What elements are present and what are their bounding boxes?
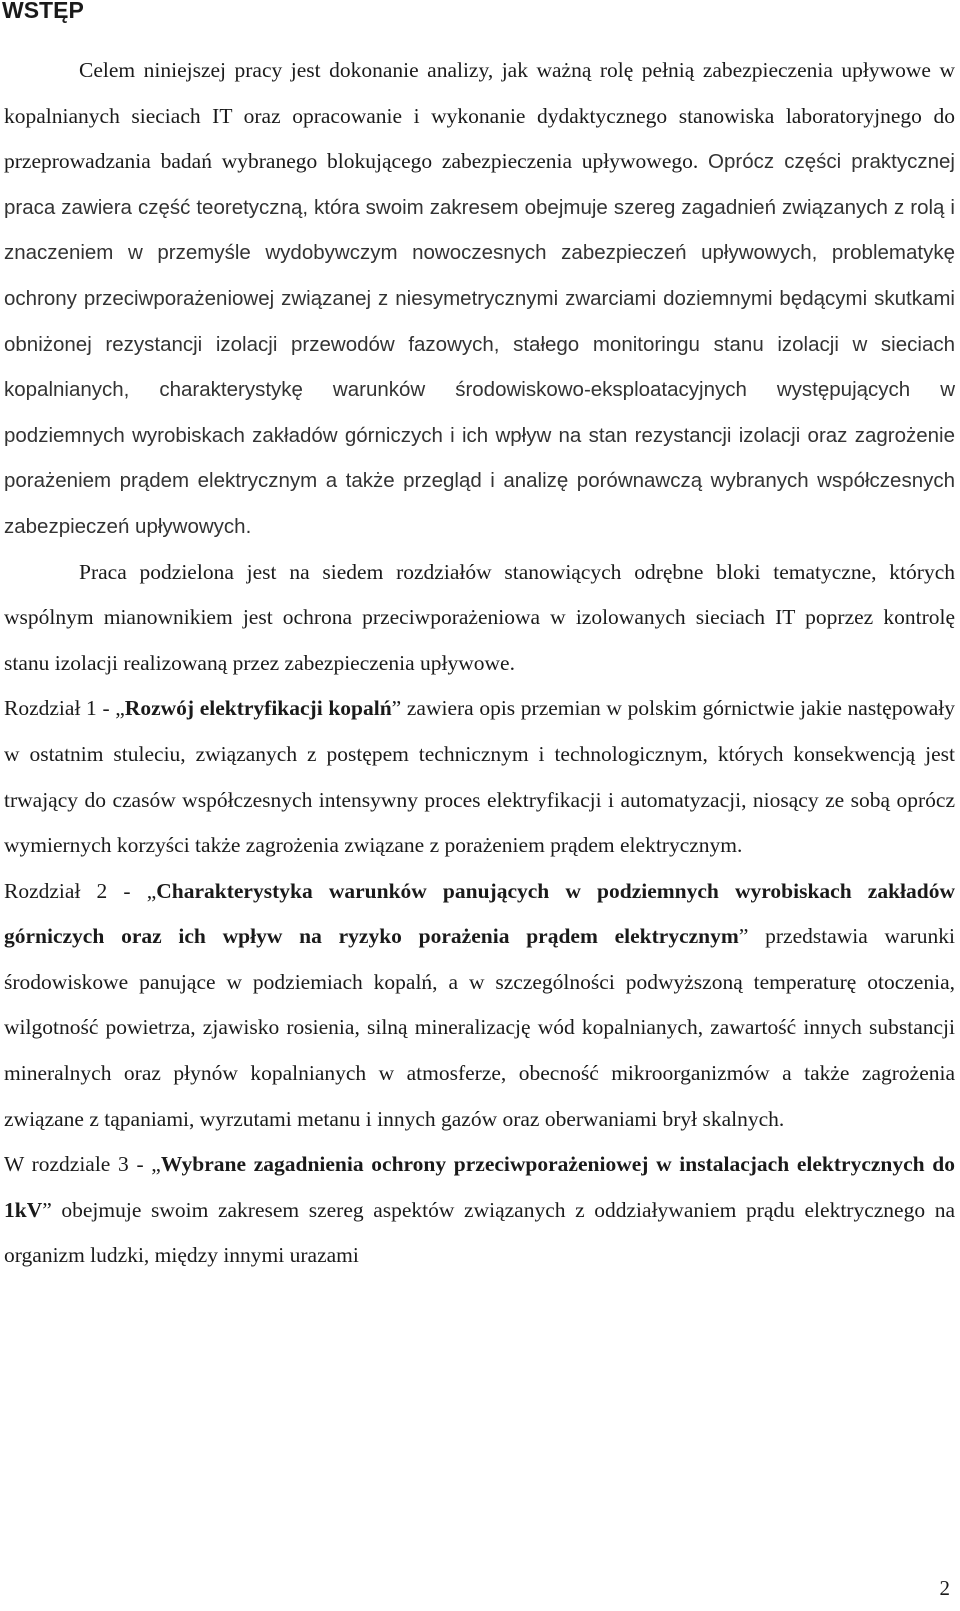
chapter-1-prefix: Rozdział 1 - „ [4, 696, 125, 721]
chapter-2-prefix: Rozdział 2 - „ [4, 878, 157, 903]
intro-text-a: Celem niniejszej pracy jest dokonanie analizy, jak ważną rolę pełnią zabezpieczenia upływowe w kopalnianych sieciach IT oraz opracowanie i wykonanie dydaktycznego stanowiska laboratoryjnego do przeprowadzania badań wybranego blokującego zabezpieczenia upływowego. [4, 58, 955, 174]
chapter-1-description: ” zawiera opis przemian w polskim górnictwie jakie następowały w ostatnim stuleciu, związanych z postępem technicznym i technologicznym, których konsekwencją jest trwający do czasów współczesnych intensywny proces elektryfikacji i automatyzacji, niosący ze sobą oprócz wymiernych korzyści także zagrożenia związane z porażeniem prądem elektrycznym. [4, 696, 955, 858]
chapter-3-description: ” obejmuje swoim zakresem szereg aspektów związanych z oddziaływaniem prądu elektrycznego na organizm ludzki, między innymi urazami [4, 1197, 955, 1268]
paragraph-structure: Praca podzielona jest na siedem rozdziałów stanowiących odrębne bloki tematyczne, których wspólnym mianownikiem jest ochrona przeciwporażeniowa w izolowanych sieciach IT poprzez kontrolę stanu izolacji realizowaną przez zabezpieczenia upływowe. [4, 559, 955, 675]
page-number: 2 [939, 1576, 950, 1600]
paragraph-chapter-2 [4, 869, 955, 1143]
paragraph-intro [4, 48, 955, 550]
chapter-2-title: Charakterystyka warunków panujących w podziemnych wyrobiskach zakładów górniczych oraz ich wpływ na ryzyko porażenia prądem elektrycznym [4, 878, 956, 949]
chapter-3-title: Wybrane zagadnienia ochrony przeciwporażeniowej w instalacjach elektrycznych do 1kV [4, 1152, 955, 1222]
chapter-3-prefix: W rozdziale 3 - „ [4, 1152, 161, 1177]
body-text [4, 48, 955, 1279]
paragraph-chapter-3 [4, 1142, 955, 1279]
paragraph-chapter-1 [4, 686, 955, 868]
chapter-1-title: Rozwój elektryfikacji kopalń [124, 696, 392, 721]
chapter-2-description: ” przedstawia warunki środowiskowe panujące w podziemiach kopalń, a w szczególności podwyższoną temperaturę otoczenia, wilgotność powietrza, zjawisko rosienia, silną mineralizację wód kopalnianych, zawartość innych substancji mineralnych oraz płynów kopalnianych w atmosferze, obecność mikroorganizmów a także zagrożenia związane z tąpaniami, wyrzutami metanu i innych gazów oraz oberwaniami brył skalnych. [4, 924, 956, 1131]
section-heading: WSTĘP [2, 0, 84, 23]
intro-text-b: Oprócz części praktycznej praca zawiera część teoretyczną, która swoim zakresem obejmuje szereg zagadnień związanych z rolą i znaczeniem w przemyśle wydobywczym nowoczesnych zabezpieczeń upływowych, problematykę ochrony przeciwporażeniowej związanej z niesymetrycznymi zwarciami doziemnymi będącymi skutkami obniżonej rezystancji izolacji przewodów fazowych, stałego monitoringu stanu izolacji w sieciach kopalnianych, charakterystykę warunków środowiskowo-eksploatacyjnych występujących w podziemnych wyrobiskach zakładów górniczych i ich wpływ na stan rezystancji izolacji oraz zagrożenie porażeniem prądem elektrycznym a także przegląd i analizę porównawczą wybranych współczesnych zabezpieczeń upływowych. [4, 150, 955, 538]
